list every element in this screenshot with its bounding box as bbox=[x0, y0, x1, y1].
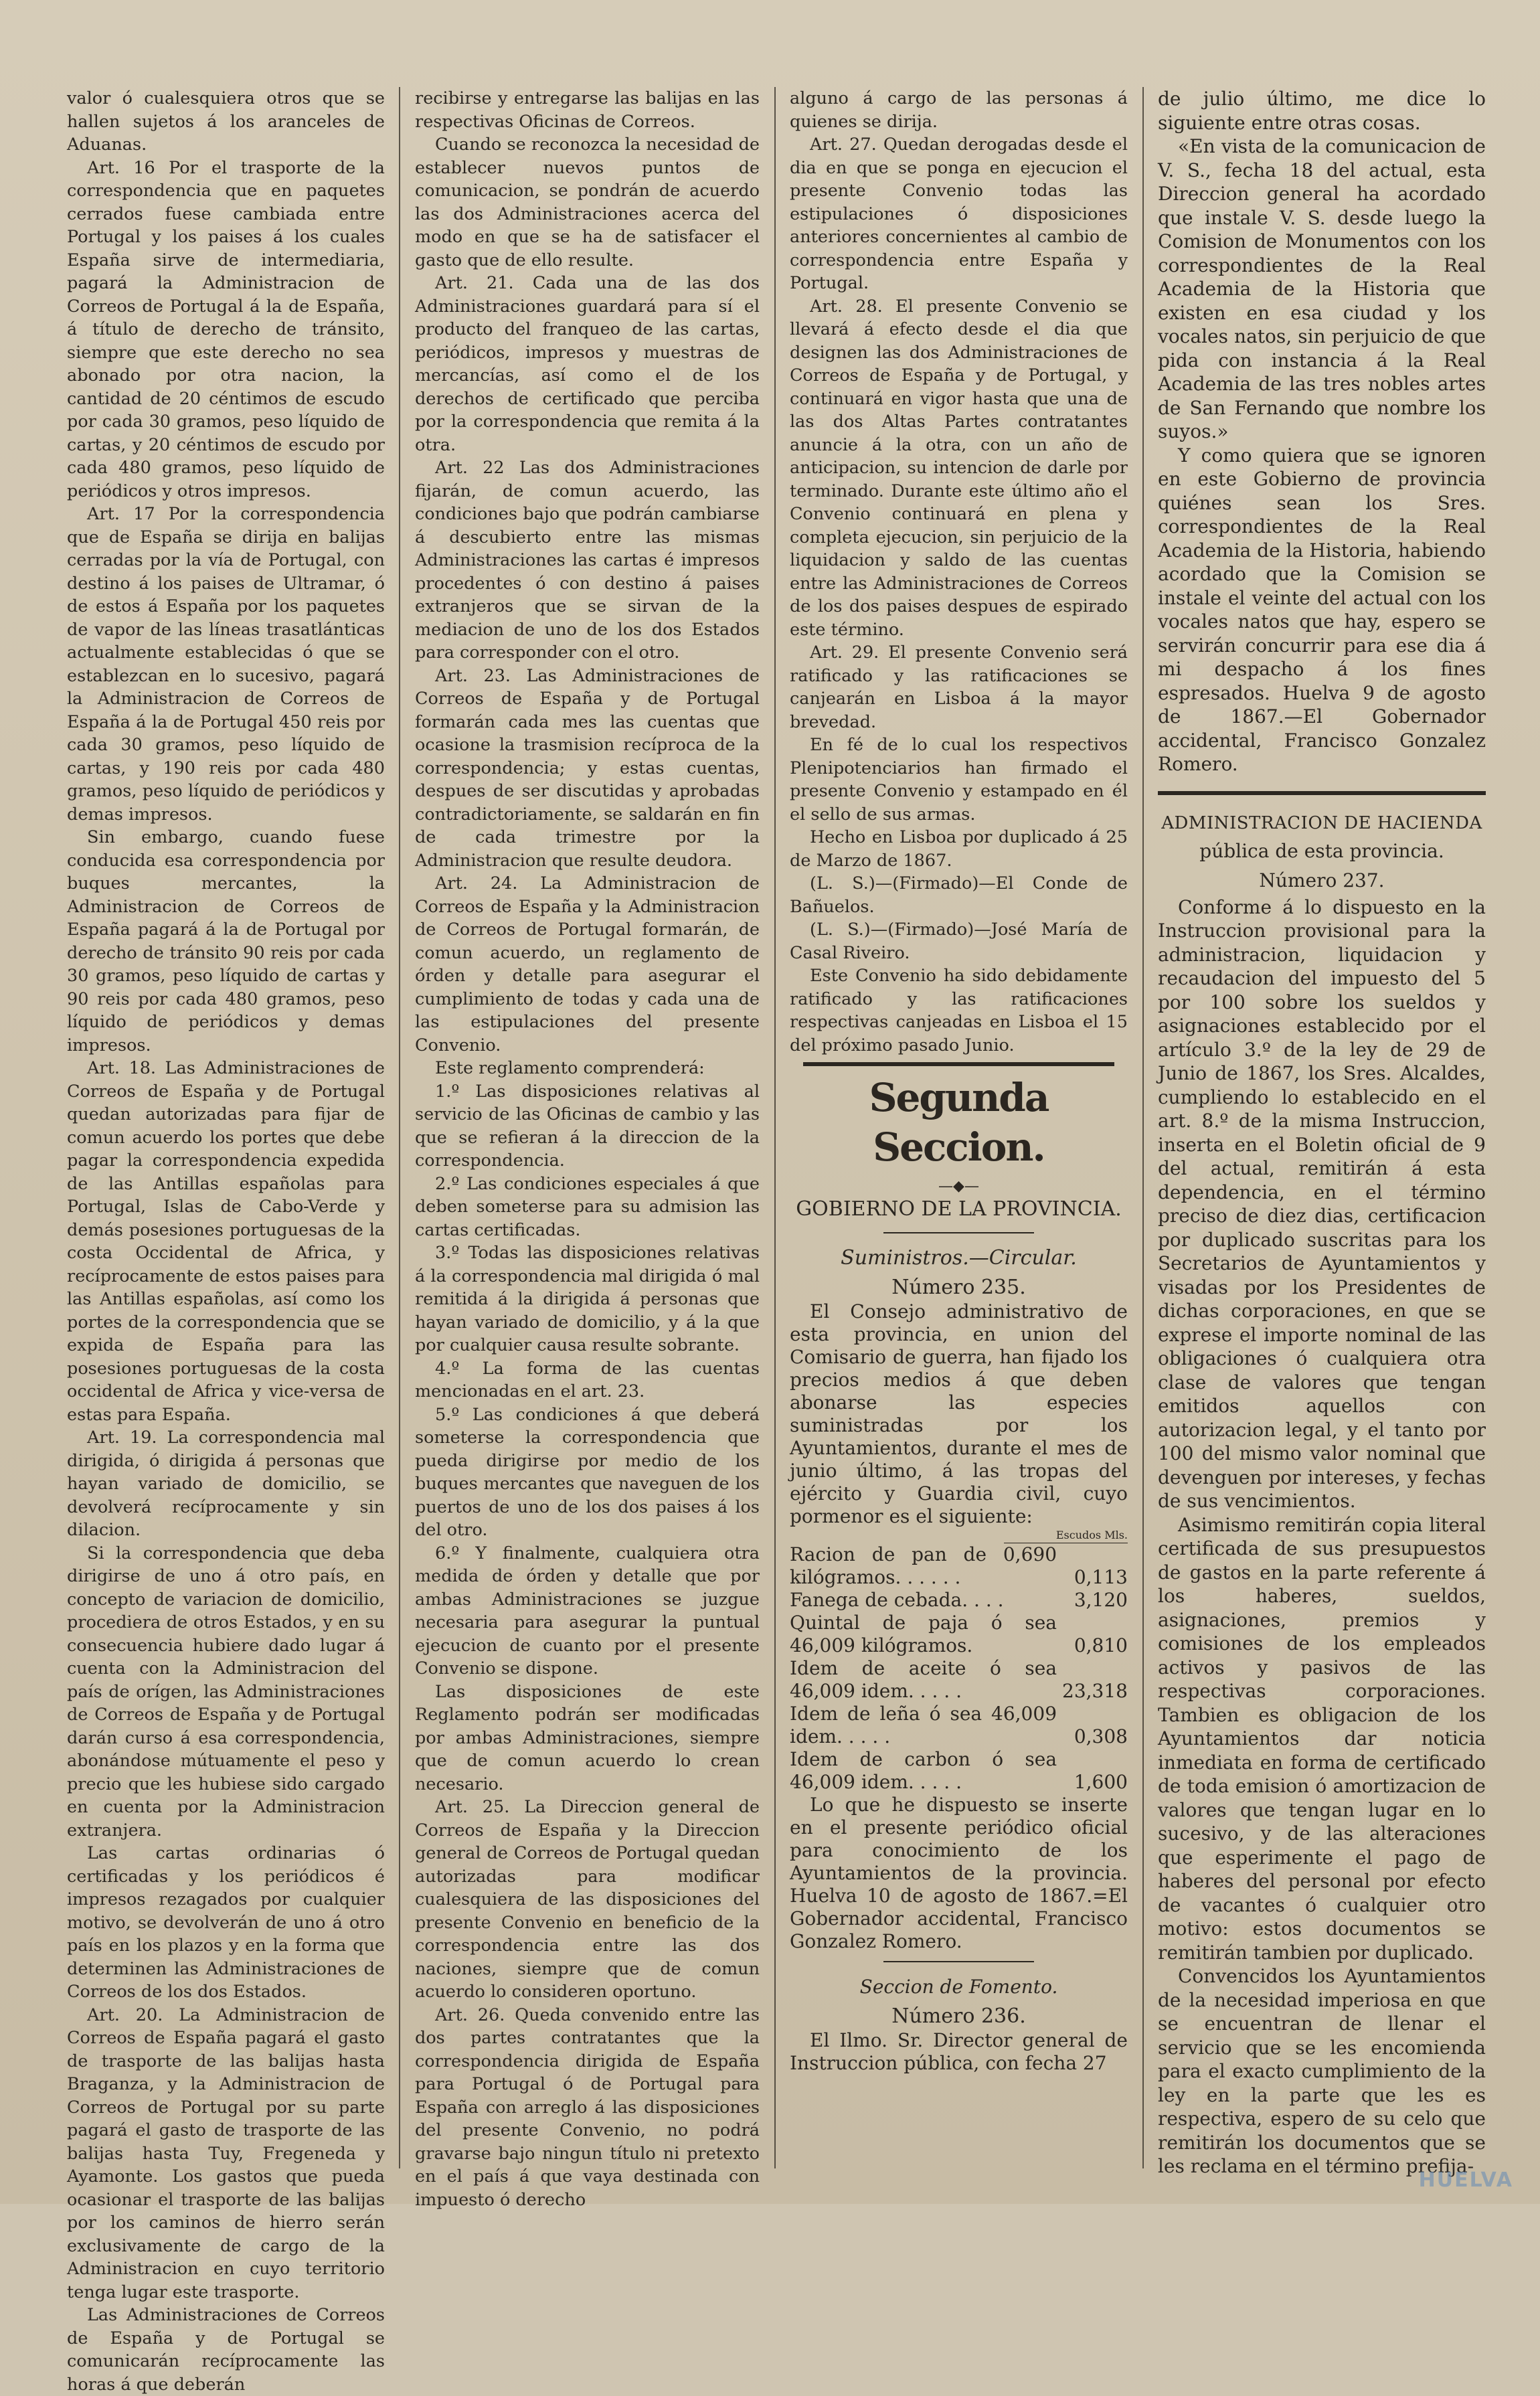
paragraph: 4.º La forma de las cuentas mencionadas en el art. 23. bbox=[415, 1358, 760, 1401]
section-title: Segunda Seccion. bbox=[869, 1075, 1049, 1170]
column-2 bbox=[415, 87, 760, 2210]
suministros-heading: Suministros.—Circular. bbox=[841, 1246, 1077, 1270]
price-value: 1,600 bbox=[1074, 1771, 1128, 1793]
paragraph: En fé de lo cual los respectivos Plenipotenciarios han firmado el presente Convenio y estampado en él el sello de sus armas. bbox=[790, 735, 1128, 825]
paragraph: Conforme á lo dispuesto en la Instruccion provisional para la administracion, liquidacion y recaudacion del impuesto del 5 por 100 sobre los sueldos y asignaciones establecido por el artículo 3.º de la ley de 29 de Junio de 1867, los Sres. Alcaldes, cumpliendo lo establecido en el art. 8.º de la misma Instruccion, inserta en el Boletin oficial de 9 del actual, remitirán á esta dependencia, en el término preciso de diez dias, certificacion por duplicado suscritas para los Secretarios de Ayuntamientos y visadas por los Presidentes de dichas corporaciones, en que se exprese el importe nominal de las obligaciones ó cualquiera otra clase de valores que tengan emitidos aquellos con autorizacion legal, y el tanto por 100 del mismo valor nominal que devenguen por intereses, y fechas de sus vencimientos. bbox=[1158, 895, 1486, 1512]
price-label: Idem de leña ó sea 46,009 idem. . . . . bbox=[790, 1703, 1057, 1747]
paragraph: Hecho en Lisboa por duplicado á 25 de Marzo de 1867. bbox=[790, 827, 1128, 871]
paragraph: de julio último, me dice lo siguiente entre otras cosas. bbox=[1158, 88, 1486, 134]
price-value: 0,113 bbox=[1074, 1566, 1128, 1588]
price-value: 0,308 bbox=[1074, 1725, 1128, 1747]
price-value: 23,318 bbox=[1062, 1680, 1128, 1702]
paragraph: Art. 26. Queda convenido entre las dos partes contratantes que la correspondencia dirigida de España para Portugal ó de Portugal para España con arreglo á las disposiciones del presente Convenio, no podrá gravarse bajo ningun título ni pretexto en el país á que vaya destinada con impuesto ó derecho bbox=[415, 2004, 760, 2210]
table-header: Escudos Mls. bbox=[1004, 1528, 1128, 1543]
column-divider bbox=[774, 87, 776, 2168]
table-row bbox=[790, 1748, 1128, 1794]
paragraph: (L. S.)—(Firmado)—José María de Casal Riveiro. bbox=[790, 920, 1128, 963]
paragraph: Este Convenio ha sido debidamente ratificado y las ratificaciones respectivas canjeadas en Lisboa el 15 del próximo pasado Junio. bbox=[790, 966, 1128, 1055]
paragraph: 2.º Las condiciones especiales á que deben someterse para su admision las cartas certificadas. bbox=[415, 1173, 760, 1240]
paragraph: Cuando se reconozca la necesidad de establecer nuevos puntos de comunicacion, se pondrán de acuerdo las dos Administraciones acerca del modo en que se ha de satisfacer el gasto que de ello resulte. bbox=[415, 135, 760, 270]
paragraph: Art. 19. La correspondencia mal dirigida, ó dirigida á personas que hayan variado de domicilio, se devolverá recíprocamente y sin dilacion. bbox=[67, 1428, 385, 1540]
short-rule bbox=[883, 1961, 1034, 1962]
fomento-heading: Seccion de Fomento. bbox=[859, 1976, 1058, 1998]
price-label: Fanega de cebada. . . . bbox=[790, 1589, 1004, 1611]
paragraph: Art. 29. El presente Convenio será ratificado y las ratificaciones se canjearán en Lisboa á la mayor brevedad. bbox=[790, 643, 1128, 732]
numero-236: Número 236. bbox=[891, 2004, 1026, 2028]
paragraph: Art. 20. La Administracion de Correos de España pagará el gasto de trasporte de las balijas hasta Braganza, y la Administracion de Correos de Portugal por su parte pagará el gasto de trasporte de las balijas hasta Tuy, Fregeneda y Ayamonte. Los gastos que pueda ocasionar el trasporte de las balijas por los caminos de hierro serán exclusivamente de cargo de la Administracion en cuyo territorio tenga lugar este trasporte. bbox=[67, 2004, 385, 2302]
paragraph: Art. 23. Las Administraciones de Correos de España y de Portugal formarán cada mes las cuentas que ocasione la trasmision recíproca de la correspondencia; y estas cuentas, despues de ser discutidas y aprobadas contradictoriamente, se saldarán en fin de cada trimestre por la Administracion que resulte deudora. bbox=[415, 665, 760, 871]
price-label: Quintal de paja ó sea 46,009 kilógramos. bbox=[790, 1612, 1057, 1656]
paragraph: Y como quiera que se ignoren en este Gobierno de provincia quiénes sean los Sres. correspondientes de la Real Academia de la Historia, habiendo acordado que la Comision se instale el veinte del actual con los vocales natos que hay, espero se servirán concurrir para ese dia á mi despacho á los fines espresados. Huelva 9 de agosto de 1867.—El Gobernador accidental, Francisco Gonzalez Romero. bbox=[1158, 444, 1486, 775]
paragraph: El Ilmo. Sr. Director general de Instruccion pública, con fecha 27 bbox=[790, 2029, 1128, 2074]
price-label: Racion de pan de 0,690 kilógramos. . . . . . bbox=[790, 1543, 1057, 1588]
gobierno-heading: GOBIERNO DE LA PROVINCIA. bbox=[796, 1197, 1122, 1221]
table-row bbox=[790, 1612, 1128, 1657]
column-1 bbox=[67, 87, 385, 2395]
paragraph: Art. 18. Las Administraciones de Correos de España y de Portugal quedan autorizadas para fijar de comun acuerdo los portes que debe pagar la correspondencia expedida de las Antillas españolas para Portugal, Islas de Cabo-Verde y demás posesiones portuguesas de la costa Occidental de Africa, y recíprocamente de estos paises para las Antillas españolas, así como los portes de la correspondencia que se expida de España para las posesiones portuguesas de la costa occidental de Africa y vice-versa de estas para España. bbox=[67, 1058, 385, 1425]
paragraph: Lo que he dispuesto se inserte en el presente periódico oficial para conocimiento de los Ayuntamientos de la provincia. Huelva 10 de agosto de 1867.=El Gobernador accidental, Francisco Gonzalez Romero. bbox=[790, 1794, 1128, 1952]
paragraph: Convencidos los Ayuntamientos de la necesidad imperiosa en que se encuentran de llenar el servicio que se les encomienda para el exacto cumplimiento de la ley en la parte que les es respectiva, espero de su celo que remitirán los documentos que se les reclama en el término prefija- bbox=[1158, 1965, 1486, 2177]
table-row bbox=[790, 1703, 1128, 1748]
price-value: 3,120 bbox=[1074, 1589, 1128, 1611]
paragraph: Art. 24. La Administracion de Correos de España y la Administracion de Correos de Portugal formarán, de comun acuerdo, un reglamento de órden y detalle para asegurar el cumplimiento de todas y cada una de las estipulaciones del presente Convenio. bbox=[415, 873, 760, 1055]
paragraph: Art. 21. Cada una de las dos Administraciones guardará para sí el producto del franqueo de las cartas, periódicos, impresos y muestras de mercancías, así como el de los derechos de certificado que perciba por la correspondencia que remita á la otra. bbox=[415, 273, 760, 455]
section-rule bbox=[1158, 791, 1486, 795]
paragraph: Art. 22 Las dos Administraciones fijarán, de comun acuerdo, las condiciones bajo que podrán cambiarse á descubierto entre las mismas Administraciones las cartas é impresos procedentes ó con destino á paises extranjeros que se sirvan de la mediacion de uno de los dos Estados para corresponder con el otro. bbox=[415, 458, 760, 663]
paragraph: 5.º Las condiciones á que deberá someterse la correspondencia que pueda dirigirse por medio de los buques mercantes que naveguen de los puertos de uno de los dos paises á los del otro. bbox=[415, 1404, 760, 1540]
price-label: Idem de carbon ó sea 46,009 idem. . . . . bbox=[790, 1748, 1057, 1793]
paragraph: 6.º Y finalmente, cualquiera otra medida de órden y detalle que por ambas Administraciones se juzgue necesaria para asegurar la puntual ejecucion de cuanto por el presente Convenio se dispone. bbox=[415, 1543, 760, 1679]
paragraph: El Consejo administrativo de esta provincia, en union del Comisario de guerra, han fijado los precios medios á que deben abonarse las especies suministradas por los Ayuntamientos, durante el mes de junio último, á las tropas del ejército y Guardia civil, cuyo pormenor es el siguiente: bbox=[790, 1300, 1128, 1527]
paragraph: recibirse y entregarse las balijas en las respectivas Oficinas de Correos. bbox=[415, 88, 760, 132]
table-row bbox=[790, 1589, 1128, 1612]
paragraph: Si la correspondencia que deba dirigirse de uno á otro país, en concepto de variacion de domicilio, procediera de otros Estados, y en su consecuencia hubiere dado lugar á cuenta con la Administracion del país de orígen, las Administraciones de Correos de España y de Portugal darán curso á esa correspondencia, abonándose mútuamente el peso y precio que les hubiese sido cargado en cuenta por la Administracion extranjera. bbox=[67, 1543, 385, 1841]
ornament-divider: —◆— bbox=[938, 1178, 979, 1195]
huelva-watermark: HUELVA bbox=[1418, 2168, 1513, 2192]
paragraph: Art. 27. Quedan derogadas desde el dia en que se ponga en ejecucion el presente Convenio todas las estipulaciones ó disposiciones anteriores concernientes al cambio de correspondencia entre España y Portugal. bbox=[790, 135, 1128, 293]
price-value: 0,810 bbox=[1074, 1634, 1128, 1656]
section-rule bbox=[803, 1062, 1114, 1066]
column-3 bbox=[790, 87, 1128, 2168]
paragraph: Art. 25. La Direccion general de Correos de España y la Direccion general de Correos de Portugal quedan autorizadas para modificar cualesquiera de las disposiciones del presente Convenio en beneficio de la correspondencia entre las dos naciones, siempre que de comun acuerdo lo consideren oportuno. bbox=[415, 1797, 760, 2002]
table-row bbox=[790, 1543, 1128, 1589]
paragraph: Las Administraciones de Correos de España y de Portugal se comunicarán recíprocamente las horas á que deberán bbox=[67, 2305, 385, 2395]
paragraph: «En vista de la comunicacion de V. S., fecha 18 del actual, esta Direccion general ha acordado que instale V. S. desde luego la Comision de Monumentos con los correspondientes de la Real Academia de la Historia que existen en esa ciudad y los vocales natos, sin perjuicio de que pida con instancia á la Real Academia de las tres nobles artes de San Fernando que nombre los suyos.» bbox=[1158, 135, 1486, 442]
paragraph: Asimismo remitirán copia literal certificada de sus presupuestos de gastos en la parte referente á los haberes, sueldos, asignaciones, premios y comisiones de los empleados activos y pasivos de las respectivas corporaciones. Tambien es obligacion de los Ayuntamientos dar noticia inmediata en forma de certificado de toda emision ó amortizacion de valores que tengan lugar en lo sucesivo, y de las alteraciones que esperimente el pago de haberes del personal por efecto de vacantes ó cualquier otro motivo: estos documentos se remitirán tambien por duplicado. bbox=[1158, 1513, 1486, 1964]
paragraph: alguno á cargo de las personas á quienes se dirija. bbox=[790, 88, 1128, 132]
price-label: Idem de aceite ó sea 46,009 idem. . . . . bbox=[790, 1657, 1057, 1702]
numero-235: Número 235. bbox=[891, 1276, 1026, 1299]
paragraph: Art. 17 Por la correspondencia que de España se dirija en balijas cerradas por la vía de Portugal, con destino á los paises de Ultramar, ó de estos á España por los paquetes de vapor de las líneas trasatlánticas actualmente establecidas ó que se establezcan en lo sucesivo, pagará la Administracion de Correos de España á la de Portugal 450 reis por cada 30 gramos, peso líquido de cartas, y 190 reis por cada 480 gramos, peso líquido de periódicos y demas impresos. bbox=[67, 504, 385, 825]
price-table bbox=[790, 1543, 1128, 1794]
hacienda-subheading: pública de esta provincia. bbox=[1199, 839, 1444, 862]
paragraph: Art. 28. El presente Convenio se llevará á efecto desde el dia que designen las dos Administraciones de Correos de España y de Portugal, y continuará en vigor hasta que una de las dos Altas Partes contratantes anuncie á la otra, con un año de anticipacion, su intencion de darle por terminado. Durante este último año el Convenio continuará en plena y completa ejecucion, sin perjuicio de la liquidacion y saldo de las cuentas entre las Administraciones de Correos de los dos paises despues de espirado este término. bbox=[790, 296, 1128, 640]
hacienda-heading: ADMINISTRACION DE HACIENDA bbox=[1161, 812, 1482, 833]
paragraph: Art. 16 Por el trasporte de la correspondencia que en paquetes cerrados fuese cambiada entre Portugal y los paises á los cuales España sirve de intermediaria, pagará la Administracion de Correos de Portugal á la de España, á título de derecho de tránsito, siempre que este derecho no sea abonado por otra nacion, la cantidad de 20 céntimos de escudo por cada 30 gramos, peso líquido de cartas, y 20 céntimos de escudo por cada 480 gramos, peso líquido de periódicos y otros impresos. bbox=[67, 157, 385, 501]
column-divider bbox=[1142, 87, 1144, 2168]
paragraph: 1.º Las disposiciones relativas al servicio de las Oficinas de cambio y las que se refieran á la direccion de la correspondencia. bbox=[415, 1081, 760, 1171]
paragraph: (L. S.)—(Firmado)—El Conde de Bañuelos. bbox=[790, 873, 1128, 917]
paragraph: valor ó cualesquiera otros que se hallen sujetos á los aranceles de Aduanas. bbox=[67, 88, 385, 155]
paragraph: Este reglamento comprenderá: bbox=[435, 1058, 705, 1078]
table-row bbox=[790, 1657, 1128, 1703]
paragraph: Las cartas ordinarias ó certificadas y los periódicos é impresos rezagados por cualquier motivo, se devolverán de uno á otro país en los plazos y en la forma que determinen las Administraciones de Correos de los dos Estados. bbox=[67, 1843, 385, 2002]
paragraph: Sin embargo, cuando fuese conducida esa correspondencia por buques mercantes, la Administracion de Correos de España pagará á la de Portugal por derecho de tránsito 90 reis por cada 30 gramos, peso líquido de cartas y 90 reis por cada 480 gramos, peso líquido de periódicos y demas impresos. bbox=[67, 827, 385, 1055]
paragraph: Las disposiciones de este Reglamento podrán ser modificadas por ambas Administraciones, siempre que de comun acuerdo lo crean necesario. bbox=[415, 1681, 760, 1794]
short-rule bbox=[883, 1232, 1034, 1233]
numero-237: Número 237. bbox=[1259, 869, 1385, 891]
column-4 bbox=[1158, 87, 1486, 2177]
paragraph: 3.º Todas las disposiciones relativas á la correspondencia mal dirigida ó mal remitida á la dirigida á personas que hayan variado de domicilio, y á la que por cualquier causa resulte sobrante. bbox=[415, 1243, 760, 1355]
column-divider bbox=[399, 87, 400, 2168]
